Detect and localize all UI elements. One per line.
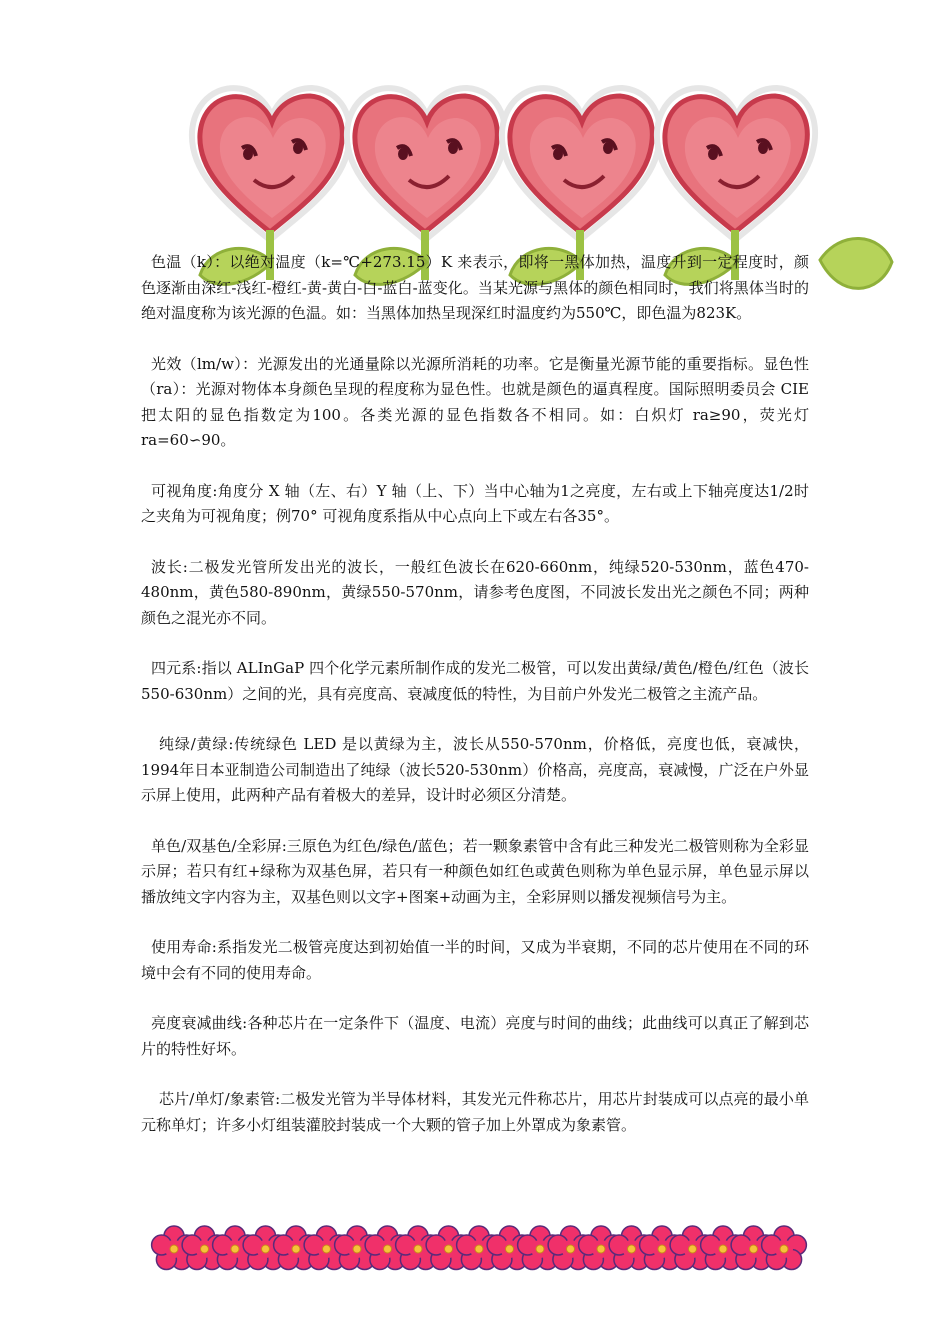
- paragraph-decay-curve: 亮度衰减曲线:各种芯片在一定条件下（温度、电流）亮度与时间的曲线；此曲线可以真正了解到芯片的特性好坏。: [141, 1014, 809, 1058]
- paragraph-color-temperature: 色温（k）：以绝对温度（k=℃+273.15）K 来表示，即将一黑体加热，温度升到一定程度时，颜色逐渐由深红-浅红-橙红-黄-黄白-白-蓝白-蓝变化。当某光源与黑体的颜色相同时，我们将黑体当时的绝对温度称为该光源的色温。如：当黑体加热呈现深红时温度约为550℃，即色温为823K。: [141, 253, 809, 322]
- paragraph-lifetime: 使用寿命:系指发光二极管亮度达到初始值一半的时间，又成为半衰期，不同的芯片使用在不同的环境中会有不同的使用寿命。: [141, 938, 809, 982]
- flower-icon: [762, 1226, 807, 1270]
- document-body: [141, 250, 809, 1163]
- paragraph-luminous-efficacy: 光效（lm/w）：光源发出的光通量除以光源所消耗的功率。它是衡量光源节能的重要指标。显色性（ra）：光源对物体本身颜色呈现的程度称为显色性。也就是颜色的逼真程度。国际照明委员会 CIE 把太阳的显色指数定为100。各类光源的显色指数各不相同。如：白炽灯 ra≥90，荧光灯 ra=60∽90。: [141, 354, 809, 449]
- paragraph-chip: 芯片/单灯/象素管:二极发光管为半导体材料，其发光元件称芯片，用芯片封装成可以点亮的最小单元称单灯；许多小灯组装灌胶封装成一个大颗的管子加上外罩成为象素管。: [141, 1090, 809, 1134]
- paragraph-screen-types: 单色/双基色/全彩屏:三原色为红色/绿色/蓝色；若一颗象素管中含有此三种发光二极管则称为全彩显示屏；若只有红+绿称为双基色屏，若只有一种颜色如红色或黄色则称为单色显示屏，单色显示屏以播放纯文字内容为主，双基色则以文字+图案+动画为主，全彩屏则以播发视频信号为主。: [141, 836, 809, 906]
- paragraph-quaternary: 四元系:指以 ALInGaP 四个化学元素所制作成的发光二极管，可以发出黄绿/黄色/橙色/红色（波长550-630nm）之间的光，具有亮度高、衰减度低的特性，为目前户外发光二极管之主流产品。: [141, 659, 809, 703]
- paragraph-wavelength: 波长:二极发光管所发出光的波长，一般红色波长在620-660nm，纯绿520-530nm，蓝色470-480nm，黄色580-890nm，黄绿550-570nm，请参考色度图，不同波长发出光之颜色不同；两种颜色之混光亦不同。: [141, 557, 809, 627]
- paragraph-viewing-angle: 可视角度:角度分 X 轴（左、右）Y 轴（上、下）当中心轴为1之亮度，左右或上下轴亮度达1/2时之夹角为可视角度；例70° 可视角度系指从中心点向上下或左右各35°。: [141, 481, 809, 525]
- flower-border-bottom: [150, 1218, 810, 1280]
- paragraph-pure-green: 纯绿/黄绿:传统绿色 LED 是以黄绿为主，波长从550-570nm，价格低，亮度也低，衰减快，1994年日本亚制造公司制造出了纯绿（波长520-530nm）价格高，亮度高，衰减慢，广泛在户外显示屏上使用，此两种产品有着极大的差异，设计时必须区分清楚。: [141, 735, 809, 804]
